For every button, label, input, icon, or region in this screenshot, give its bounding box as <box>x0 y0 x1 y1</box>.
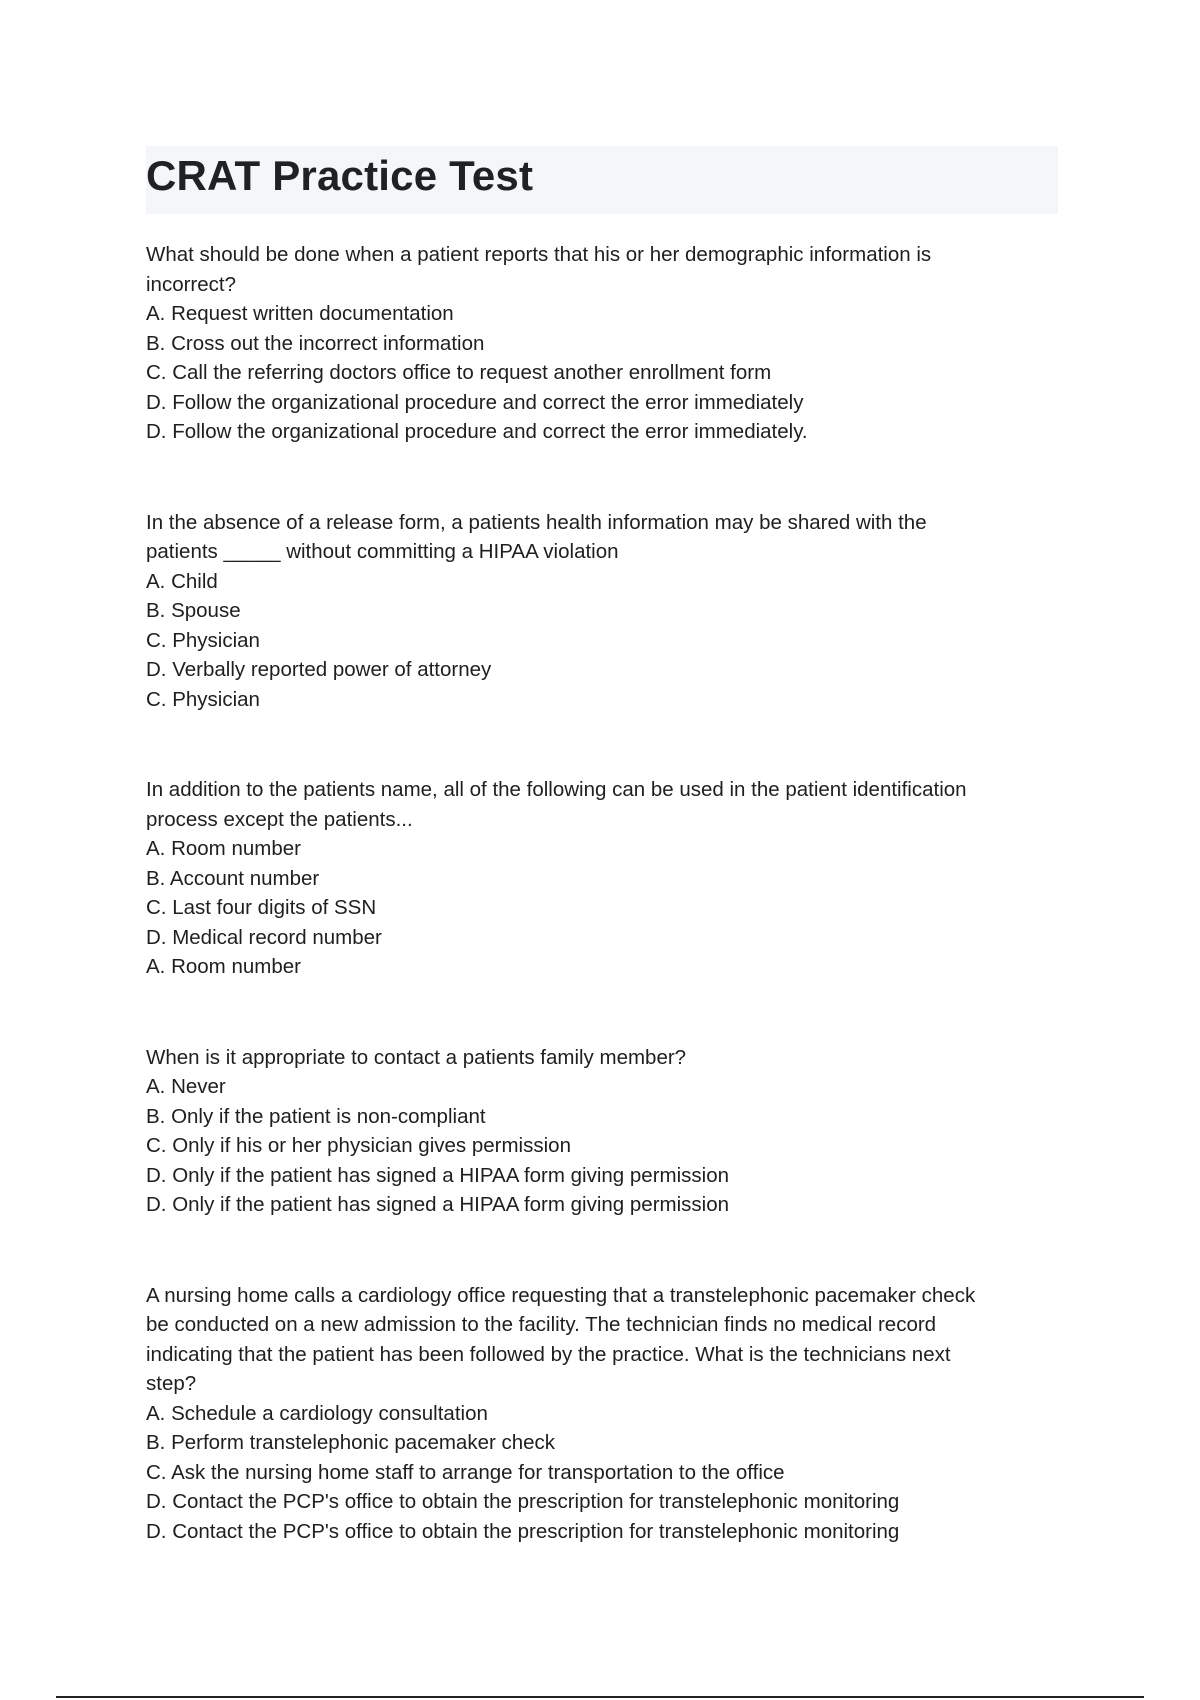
question-text: When is it appropriate to contact a patients family member? <box>146 1045 687 1069</box>
question-text: step? <box>146 1372 197 1395</box>
answer-option: D. Medical record number <box>146 925 382 949</box>
question-block <box>146 1281 1066 1547</box>
answer-option: C. Physician <box>146 628 260 652</box>
answer-option: B. Spouse <box>146 599 241 622</box>
answer-option: C. Call the referring doctors office to request another enrollment form <box>146 361 772 384</box>
correct-answer: C. Physician <box>146 687 260 711</box>
correct-answer: D. Follow the organizational procedure and correct the error immediately. <box>146 420 808 443</box>
question-text: A nursing home calls a cardiology office requesting that a transtelephonic pacemaker check <box>146 1283 976 1307</box>
question-block <box>146 508 1066 715</box>
question-block <box>146 1043 1066 1220</box>
page-bottom-divider <box>56 1696 1144 1698</box>
correct-answer: D. Contact the PCP's office to obtain the prescription for transtelephonic monitoring <box>146 1519 900 1543</box>
answer-option: C. Only if his or her physician gives permission <box>146 1134 571 1157</box>
question-block <box>146 775 1066 982</box>
answer-option: B. Account number <box>146 866 320 890</box>
answer-option: D. Follow the organizational procedure and correct the error immediately <box>146 390 804 414</box>
question-text: be conducted on a new admission to the facility. The technician finds no medical record <box>146 1313 937 1336</box>
answer-option: A. Schedule a cardiology consultation <box>146 1401 488 1425</box>
answer-option: A. Child <box>146 569 218 593</box>
answer-option: C. Ask the nursing home staff to arrange for transportation to the office <box>146 1460 785 1484</box>
correct-answer: D. Only if the patient has signed a HIPAA form giving permission <box>146 1193 730 1216</box>
answer-option: A. Room number <box>146 837 301 860</box>
question-text: incorrect? <box>146 272 237 296</box>
answer-option: C. Last four digits of SSN <box>146 896 377 919</box>
question-block <box>146 240 1066 447</box>
answer-option: D. Verbally reported power of attorney <box>146 658 492 681</box>
question-text: In addition to the patients name, all of the following can be used in the patient identification <box>146 778 967 801</box>
answer-option: A. Never <box>146 1075 226 1098</box>
question-list <box>146 240 1066 1607</box>
question-text: process except the patients... <box>146 807 413 831</box>
answer-option: A. Request written documentation <box>146 302 454 325</box>
answer-option: B. Perform transtelephonic pacemaker check <box>146 1431 556 1454</box>
question-text: indicating that the patient has been followed by the practice. What is the technicians next <box>146 1342 951 1366</box>
answer-option: D. Contact the PCP's office to obtain the prescription for transtelephonic monitoring <box>146 1490 900 1513</box>
correct-answer: A. Room number <box>146 955 301 978</box>
answer-option: D. Only if the patient has signed a HIPAA form giving permission <box>146 1163 730 1187</box>
answer-option: B. Cross out the incorrect information <box>146 331 485 355</box>
question-text: What should be done when a patient reports that his or her demographic information is <box>146 243 932 266</box>
question-text: patients _____ without committing a HIPAA violation <box>146 540 619 563</box>
page-title: CRAT Practice Test <box>146 152 534 199</box>
question-text: In the absence of a release form, a patients health information may be shared with the <box>146 510 927 534</box>
answer-option: B. Only if the patient is non-compliant <box>146 1104 486 1128</box>
